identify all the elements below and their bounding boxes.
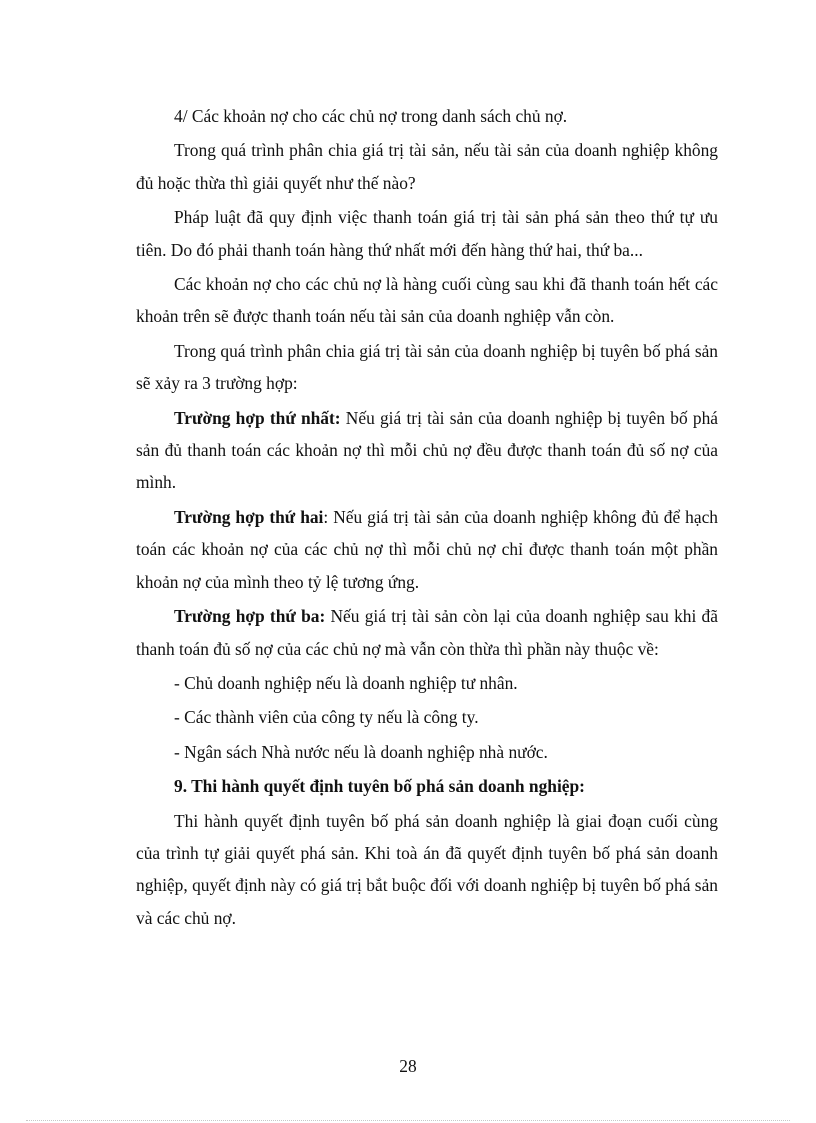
case-two-label: Trường hợp thứ hai — [174, 506, 324, 527]
list-item-private-enterprise: - Chủ doanh nghiệp nếu là doanh nghiệp tư nhân. — [174, 672, 518, 693]
paragraph-three-cases: Trong quá trình phân chia giá trị tài sản của doanh nghiệp bị tuyên bố phá sản sẽ xảy ra 3 trường hợp: — [136, 340, 718, 394]
list-item-company-members: - Các thành viên của công ty nếu là công ty. — [174, 707, 479, 728]
case-three-label: Trường hợp thứ ba: — [174, 606, 326, 627]
paragraph-enforcement: Thi hành quyết định tuyên bố phá sản doanh nghiệp là giai đoạn cuối cùng của trình tự giải quyết phá sản. Khi toà án đã quyết định tuyên bố phá sản doanh nghiệp, quyết định này có giá trị bắt buộc đối với doanh nghiệp bị tuyên bố phá sản và các chủ nợ. — [136, 810, 718, 928]
paragraph-last-priority: Các khoản nợ cho các chủ nợ là hàng cuối cùng sau khi đã thanh toán hết các khoản trên sẽ được thanh toán nếu tài sản của doanh nghiệp vẫn còn. — [136, 274, 718, 327]
paragraph-question: Trong quá trình phân chia giá trị tài sản, nếu tài sản của doanh nghiệp không đủ hoặc thừa thì giải quyết như thế nào? — [136, 140, 718, 193]
list-item-state-budget: - Ngân sách Nhà nước nếu là doanh nghiệp nhà nước. — [174, 741, 548, 762]
case-two-text: : Nếu giá trị tài sản của doanh nghiệp không đủ để hạch toán các khoản nợ của các chủ nợ thì mỗi chủ nợ chỉ được thanh toán một phần khoản nợ của mình theo tỷ lệ tương ứng. — [136, 506, 718, 592]
paragraph-case-two — [136, 501, 718, 598]
section-heading: 9. Thi hành quyết định tuyên bố phá sản doanh nghiệp: — [174, 776, 585, 797]
document-page — [136, 100, 718, 936]
paragraph-case-three — [136, 600, 718, 665]
page-bottom-divider — [26, 1120, 790, 1121]
paragraph-priority-order: Pháp luật đã quy định việc thanh toán giá trị tài sản phá sản theo thứ tự ưu tiên. Do đó phải thanh toán hàng thứ nhất mới đến hàng thứ hai, thứ ba... — [136, 207, 718, 260]
case-one-text: Nếu giá trị tài sản của doanh nghiệp bị tuyên bố phá sản đủ thanh toán các khoản nợ thì mỗi chủ nợ đều được thanh toán đủ số nợ của mình. — [136, 407, 718, 493]
case-one-label: Trường hợp thứ nhất: — [174, 407, 341, 428]
paragraph-case-one — [136, 402, 718, 499]
page-number: 28 — [399, 1056, 417, 1076]
case-three-text: Nếu giá trị tài sản còn lại của doanh nghiệp sau khi đã thanh toán đủ số nợ của các chủ nợ mà vẫn còn thừa thì phần này thuộc về: — [136, 606, 718, 659]
paragraph-debt-list-item: 4/ Các khoản nợ cho các chủ nợ trong danh sách chủ nợ. — [174, 106, 568, 126]
